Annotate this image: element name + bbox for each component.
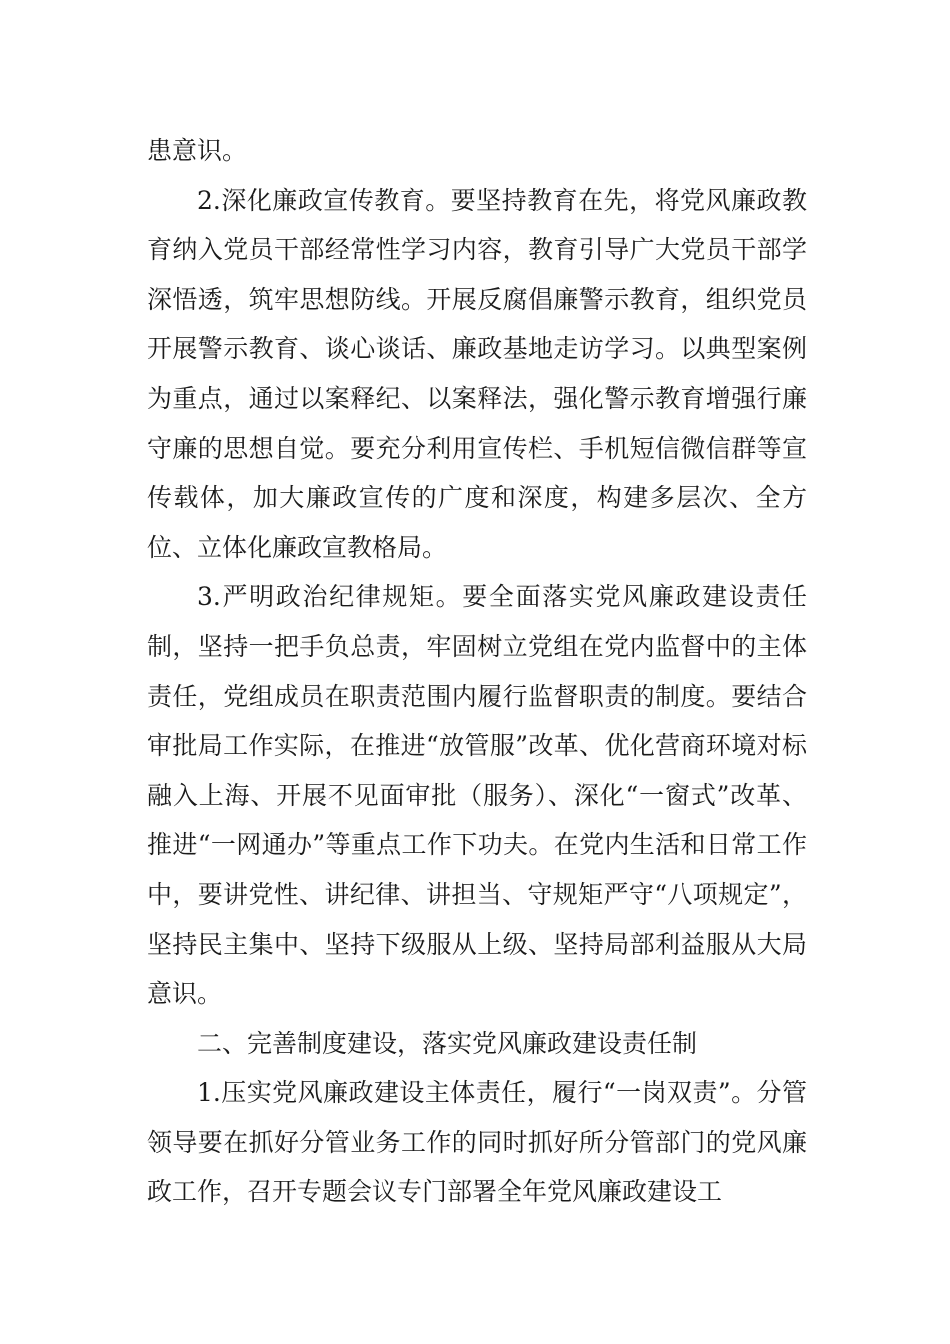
- paragraph-continuation: 患意识。: [147, 136, 248, 165]
- paragraph-item-2-education: 2.深化廉政宣传教育。要坚持教育在先，将党风廉政教育纳入党员干部经常性学习内容，教育引导广大党员干部学深悟透，筑牢思想防线。开展反腐倡廉警示教育，组织党员开展警示教育、谈心谈话、廉政基地走访学习。以典型案例为重点，通过以案释纪、以案释法，强化警示教育增强行廉守廉的思想自觉。要充分利用宣传栏、手机短信微信群等宣传载体，加大廉政宣传的广度和深度，构建多层次、全方位、立体化廉政宣教格局。: [147, 185, 807, 562]
- section-heading-2: 二、完善制度建设，落实党风廉政建设责任制: [197, 1028, 698, 1058]
- document-body: [147, 126, 807, 1217]
- paragraph-item-1-responsibility: 1.压实党风廉政建设主体责任，履行“一岗双责”。分管领导要在抓好分管业务工作的同时抓好所分管部门的党风廉政工作，召开专题会议专门部署全年党风廉政建设工: [147, 1078, 807, 1207]
- paragraph-item-3-discipline: 3.严明政治纪律规矩。要全面落实党风廉政建设责任制，坚持一把手负总责，牢固树立党组在党内监督中的主体责任，党组成员在职责范围内履行监督职责的制度。要结合审批局工作实际，在推进“放管服”改革、优化营商环境对标融入上海、开展不见面审批（服务）、深化“一窗式”改革、推进“一网通办”等重点工作下功夫。在党内生活和日常工作中，要讲党性、讲纪律、讲担当、守规矩严守“八项规定”，坚持民主集中、坚持下级服从上级、坚持局部利益服从大局意识。: [147, 582, 807, 1009]
